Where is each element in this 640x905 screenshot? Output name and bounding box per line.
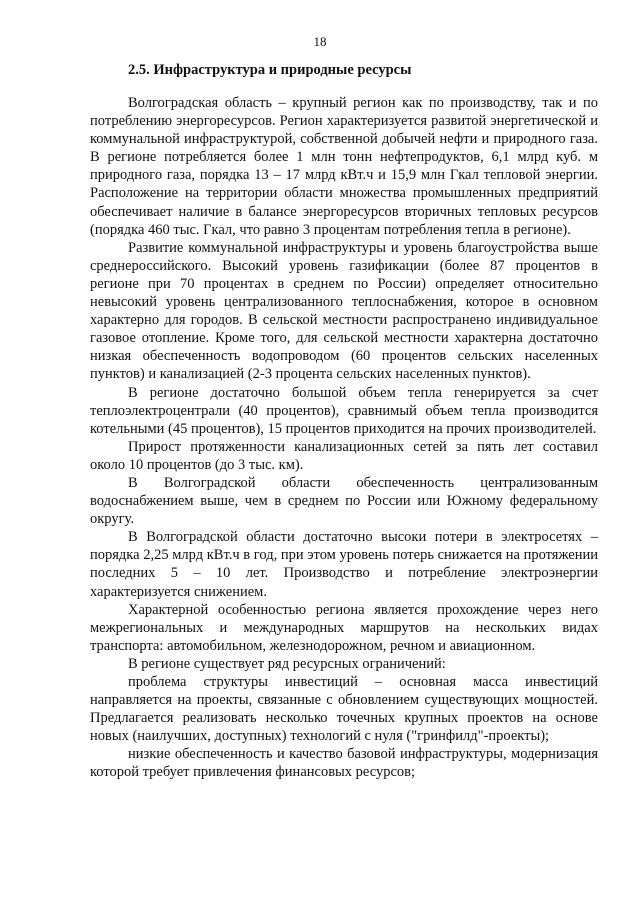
list-item: низкие обеспеченность и качество базовой инфраструктуры, модернизация которой требует привлечения финансовых ресурсов; xyxy=(90,746,598,781)
section-body xyxy=(90,94,598,782)
paragraph: В Волгоградской области обеспеченность централизованным водоснабжением выше, чем в среднем по России или Южному федеральному округу. xyxy=(90,474,598,528)
paragraph: Развитие коммунальной инфраструктуры и уровень благоустройства выше среднероссийского. Высокий уровень газификации (более 87 процентов в регионе при 70 процентах в среднем по России) определяет относительно невысокий уровень централизованного теплоснабжения, которое в основном характерно для городов. В сельской местности распространено индивидуальное газовое отопление. Кроме того, для сельской местности характерна достаточно низкая обеспеченность водопроводом (60 процентов сельских населенных пунктов) и канализацией (2-3 процента сельских населенных пунктов). xyxy=(90,239,598,383)
paragraph: В Волгоградской области достаточно высоки потери в электросетях – порядка 2,25 млрд кВт.ч в год, при этом уровень потерь снижается на протяжении последних 5 – 10 лет. Производство и потребление электроэнергии характеризуется снижением. xyxy=(90,529,598,600)
paragraph: В регионе достаточно большой объем тепла генерируется за счет теплоэлектроцентрали (40 процентов), сравнимый объем тепла производится котельными (45 процентов), 15 процентов приходится на прочих производителей. xyxy=(90,384,598,437)
list-item: проблема структуры инвестиций – основная масса инвестиций направляется на проекты, связанные с обновлением существующих мощностей. Предлагается реализовать несколько точечных крупных проектов на основе новых (наилучших, доступных) технологий с нуля ("гринфилд"-проекты); xyxy=(90,674,598,745)
page-number: 18 xyxy=(313,34,327,49)
paragraph: Прирост протяженности канализационных сетей за пять лет составил около 10 процентов (до 3 тыс. км). xyxy=(90,438,598,473)
section-title: 2.5. Инфраструктура и природные ресурсы xyxy=(128,62,412,78)
paragraph: Характерной особенностью региона является прохождение через него межрегиональных и международных маршрутов на нескольких видах транспорта: автомобильном, железнодорожном, речном и авиационном. xyxy=(90,601,598,654)
paragraph: В регионе существует ряд ресурсных ограничений: xyxy=(128,655,446,672)
paragraph: Волгоградская область – крупный регион как по производству, так и по потреблению энергоресурсов. Регион характеризуется развитой энергетической и коммунальной инфраструктурой, собственной добычей нефти и природного газа. В регионе потребляется более 1 млн тонн нефтепродуктов, 6,1 млрд куб. м природного газа, порядка 13 – 17 млрд кВт.ч и 15,9 млн Гкал тепловой энергии. Расположение на территории области множества промышленных предприятий обеспечивает наличие в балансе энергоресурсов вторичных тепловых ресурсов (порядка 460 тыс. Гкал, что равно 3 процентам потребления тепла в регионе). xyxy=(90,95,598,238)
